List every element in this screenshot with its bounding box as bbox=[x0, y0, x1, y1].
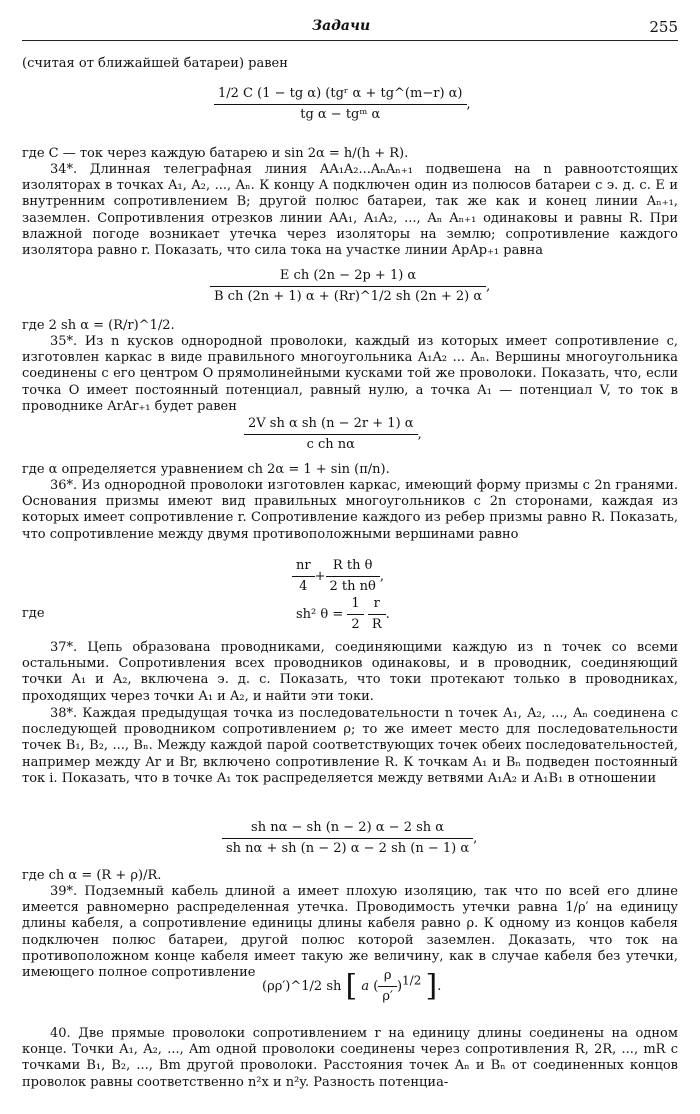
fraction bbox=[222, 820, 473, 857]
left-paren: ( bbox=[373, 979, 379, 994]
running-header bbox=[22, 18, 678, 41]
denominator: R bbox=[371, 617, 382, 632]
comma: , bbox=[379, 569, 384, 584]
problem-38: 38*. Каждая предыдущая точка из последовательности n точек A₁, A₂, ..., Aₙ соединена с последующей проводником сопротивлением ρ; то же имеет место для последовательности точек B₁, B₂, ..., Bₙ. Между каждой парой соответствующих точек обеих последовательностей, например между Ar и Br, включено сопротивление R. К точкам A₁ и Bₙ подведен постоянный ток i. Показать, что в точке A₁ ток распределяется между ветвями A₁A₂ и A₁B₁ в отношении bbox=[22, 706, 678, 786]
fraction bbox=[326, 558, 380, 595]
denominator: 4 bbox=[299, 579, 308, 594]
period: . bbox=[385, 607, 390, 622]
where-clause-35: где α определяется уравнением ch 2α = 1 + sin (π/n). bbox=[22, 462, 390, 477]
equation-38 bbox=[222, 820, 477, 857]
where-clause-38: где ch α = (R + ρ)/R. bbox=[22, 868, 162, 883]
exponent: 1/2 bbox=[402, 973, 422, 988]
equation-36b bbox=[296, 596, 390, 633]
period: . bbox=[437, 979, 442, 994]
section-title: Задачи bbox=[312, 18, 371, 34]
denominator: 2 th nθ bbox=[329, 579, 376, 594]
page-number: 255 bbox=[649, 18, 678, 36]
fraction bbox=[378, 968, 397, 1005]
comma: , bbox=[466, 97, 471, 112]
equation-35 bbox=[244, 416, 422, 453]
denominator: B ch (2n + 1) α + (Rr)^1/2 sh (2n + 2) α bbox=[214, 289, 483, 304]
fraction bbox=[214, 86, 467, 123]
numerator: E ch (2n − 2p + 1) α bbox=[210, 268, 486, 287]
problem-34: 34*. Длинная телеграфная линия AA₁A₂...AₙAₙ₊₁ подвешена на n равноотстоящих изоляторах в точках A₁, A₂, ..., Aₙ. К концу A подключен один из полюсов батареи с э. д. с. E и внутренним сопротивлением B; другой полюс батареи, так же как и конец линии Aₙ₊₁, заземлен. Сопротивления отрезков линии AA₁, A₁A₂, ..., Aₙ Aₙ₊₁ одинаковы и равны R. При влажной погоде возникает утечка через изоляторы на землю; сопротивление каждого изолятора равно r. Показать, что сила тока на участке линии ApAp₊₁ равна bbox=[22, 162, 678, 259]
denominator: ρ′ bbox=[382, 989, 393, 1004]
numerator: r bbox=[368, 596, 386, 615]
intro-line: (считая от ближайшей батареи) равен bbox=[22, 56, 288, 71]
fraction bbox=[244, 416, 418, 453]
length-symbol: a bbox=[361, 979, 370, 994]
numerator: nr bbox=[292, 558, 315, 577]
where-label-36: где bbox=[22, 606, 45, 621]
numerator: sh nα − sh (n − 2) α − 2 sh α bbox=[222, 820, 473, 839]
left-bracket: [ bbox=[345, 968, 358, 1004]
equation-33 bbox=[214, 86, 471, 123]
plus-sign: + bbox=[314, 569, 326, 584]
denominator: sh nα + sh (n − 2) α − 2 sh (n − 1) α bbox=[226, 841, 470, 856]
where-clause-33: где C — ток через каждую батарею и sin 2α = h/(h + R). bbox=[22, 146, 409, 161]
where-clause-34: где 2 sh α = (R/r)^1/2. bbox=[22, 318, 175, 333]
equation-34 bbox=[210, 268, 490, 305]
denominator: 2 bbox=[351, 617, 360, 632]
right-paren: ) bbox=[396, 979, 403, 994]
numerator: ρ bbox=[378, 968, 397, 987]
equation-36a bbox=[292, 558, 384, 595]
comma: , bbox=[417, 427, 422, 442]
prefactor: (ρρ′)^1/2 sh bbox=[262, 979, 342, 994]
numerator: 1/2 C (1 − tg α) (tgʳ α + tg^(m−r) α) bbox=[214, 86, 467, 105]
problem-40: 40. Две прямые проволоки сопротивлением r на единицу длины соединены на одном конце. Точки A₁, A₂, ..., Am одной проволоки соединены через сопротивления R, 2R, ..., mR с точками B₁, B₂, ..., Bm другой проволоки. Расстояния точек Aₙ и Bₙ от соединенных концов проволок равны соответственно n²x и n²y. Разность потенциа- bbox=[22, 1026, 678, 1090]
fraction bbox=[347, 596, 363, 633]
problem-39: 39*. Подземный кабель длиной a имеет плохую изоляцию, так что по всей его длине имеется равномерно распределенная утечка. Проводимость утечки равна 1/ρ′ на единицу длины кабеля, а сопротивление единицы длины кабеля равно ρ. К одному из концов кабеля подключен полюс батареи, другой полюс которой заземлен. Доказать, что ток на противоположном конце кабеля имеет такую же величину, как в случае кабеля без утечки, имеющего полное сопротивление bbox=[22, 884, 678, 981]
lhs: sh² θ = bbox=[296, 607, 344, 622]
problem-37: 37*. Цепь образована проводниками, соединяющими каждую из n точек со всеми остальными. Сопротивления всех проводников одинаковы, и в проводник, соединяющий точки A₁ и A₂, включена э. д. с. Показать, что токи протекают только в проводниках, проходящих через точки A₁ и A₂, и найти эти токи. bbox=[22, 640, 678, 704]
problem-35: 35*. Из n кусков однородной проволоки, каждый из которых имеет сопротивление c, изготовлен каркас в виде правильного многоугольника A₁A₂ ... Aₙ. Вершины многоугольника соединены с его центром O прямолинейными кусками той же проволоки. Показать, что, если точка O имеет постоянный потенциал, равный нулю, а точка A₁ — потенциал V, то ток в проводнике ArAr₊₁ будет равен bbox=[22, 334, 678, 414]
comma: , bbox=[486, 279, 491, 294]
numerator: 2V sh α sh (n − 2r + 1) α bbox=[244, 416, 418, 435]
equation-39 bbox=[262, 968, 441, 1005]
fraction bbox=[368, 596, 386, 633]
denominator: tg α − tgᵐ α bbox=[300, 107, 381, 122]
fraction bbox=[210, 268, 486, 305]
denominator: c ch nα bbox=[306, 437, 355, 452]
comma: , bbox=[473, 831, 478, 846]
right-bracket: ] bbox=[425, 968, 438, 1004]
fraction bbox=[292, 558, 315, 595]
numerator: 1 bbox=[347, 596, 363, 615]
numerator: R th θ bbox=[326, 558, 380, 577]
problem-36: 36*. Из однородной проволоки изготовлен каркас, имеющий форму призмы с 2n гранями. Основания призмы имеют вид правильных многоугольников с 2n сторонами, каждая из которых имеет сопротивление r. Сопротивление каждого из ребер призмы равно R. Показать, что сопротивление между двумя противоположными вершинами равно bbox=[22, 478, 678, 542]
